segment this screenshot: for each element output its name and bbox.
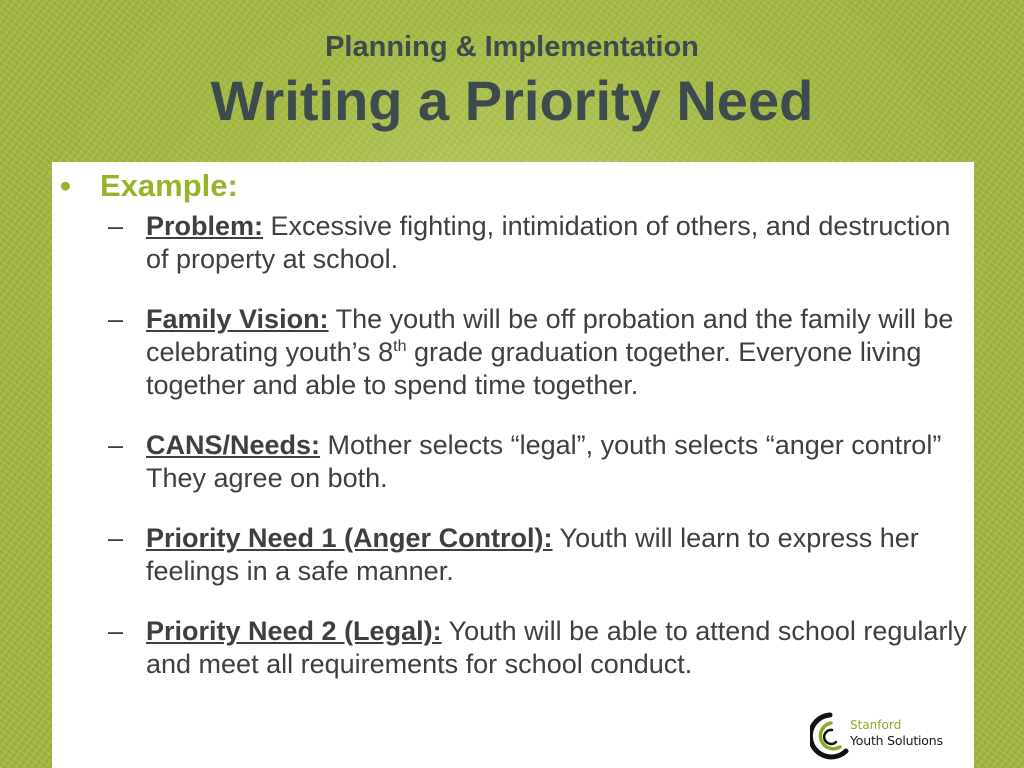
- list-item-priority-need-1: [108, 522, 968, 588]
- title-area: [0, 28, 1024, 134]
- example-heading: [60, 166, 238, 206]
- dash-icon: –: [108, 523, 124, 553]
- item-text: Youth will be able to attend school regularly and meet all requirements for school conduct.: [146, 616, 967, 679]
- list-item-family-vision: [108, 303, 968, 402]
- slide-subtitle: Planning & Implementation: [325, 31, 699, 63]
- stanford-youth-solutions-logo: [810, 709, 950, 764]
- spiral-logo-icon: [810, 711, 850, 763]
- item-text: Youth will learn to express her feelings in a safe manner.: [146, 523, 919, 586]
- item-label: Family Vision:: [146, 304, 329, 334]
- list-item-problem: [108, 210, 968, 276]
- item-label: Priority Need 1 (Anger Control):: [146, 523, 553, 553]
- example-list: [108, 210, 968, 708]
- item-text-continued: grade graduation together. Everyone living together and able to spend time together.: [146, 337, 922, 400]
- dash-icon: –: [108, 211, 124, 241]
- bullet-icon: •: [60, 168, 71, 203]
- dash-icon: –: [108, 304, 124, 334]
- item-label: Priority Need 2 (Legal):: [146, 616, 442, 646]
- list-item-priority-need-2: [108, 615, 968, 681]
- slide-title: Writing a Priority Need: [210, 69, 814, 132]
- logo-line-1: Stanford: [850, 718, 902, 732]
- list-item-cans-needs: [108, 429, 968, 495]
- logo-text: [850, 718, 943, 748]
- item-label: CANS/Needs:: [146, 430, 321, 460]
- item-superscript: th: [393, 338, 407, 355]
- dash-icon: –: [108, 616, 124, 646]
- dash-icon: –: [108, 430, 124, 460]
- item-label: Problem:: [146, 211, 264, 241]
- content-panel: [52, 162, 974, 768]
- item-text: The youth will be off probation and the family will be celebrating youth’s 8: [146, 304, 954, 367]
- item-text: Excessive fighting, intimidation of others, and destruction of property at school.: [146, 211, 951, 274]
- item-text: Mother selects “legal”, youth selects “anger control” They agree on both.: [146, 430, 942, 493]
- logo-line-2: Youth Solutions: [850, 733, 943, 748]
- example-heading-text: Example:: [100, 168, 238, 203]
